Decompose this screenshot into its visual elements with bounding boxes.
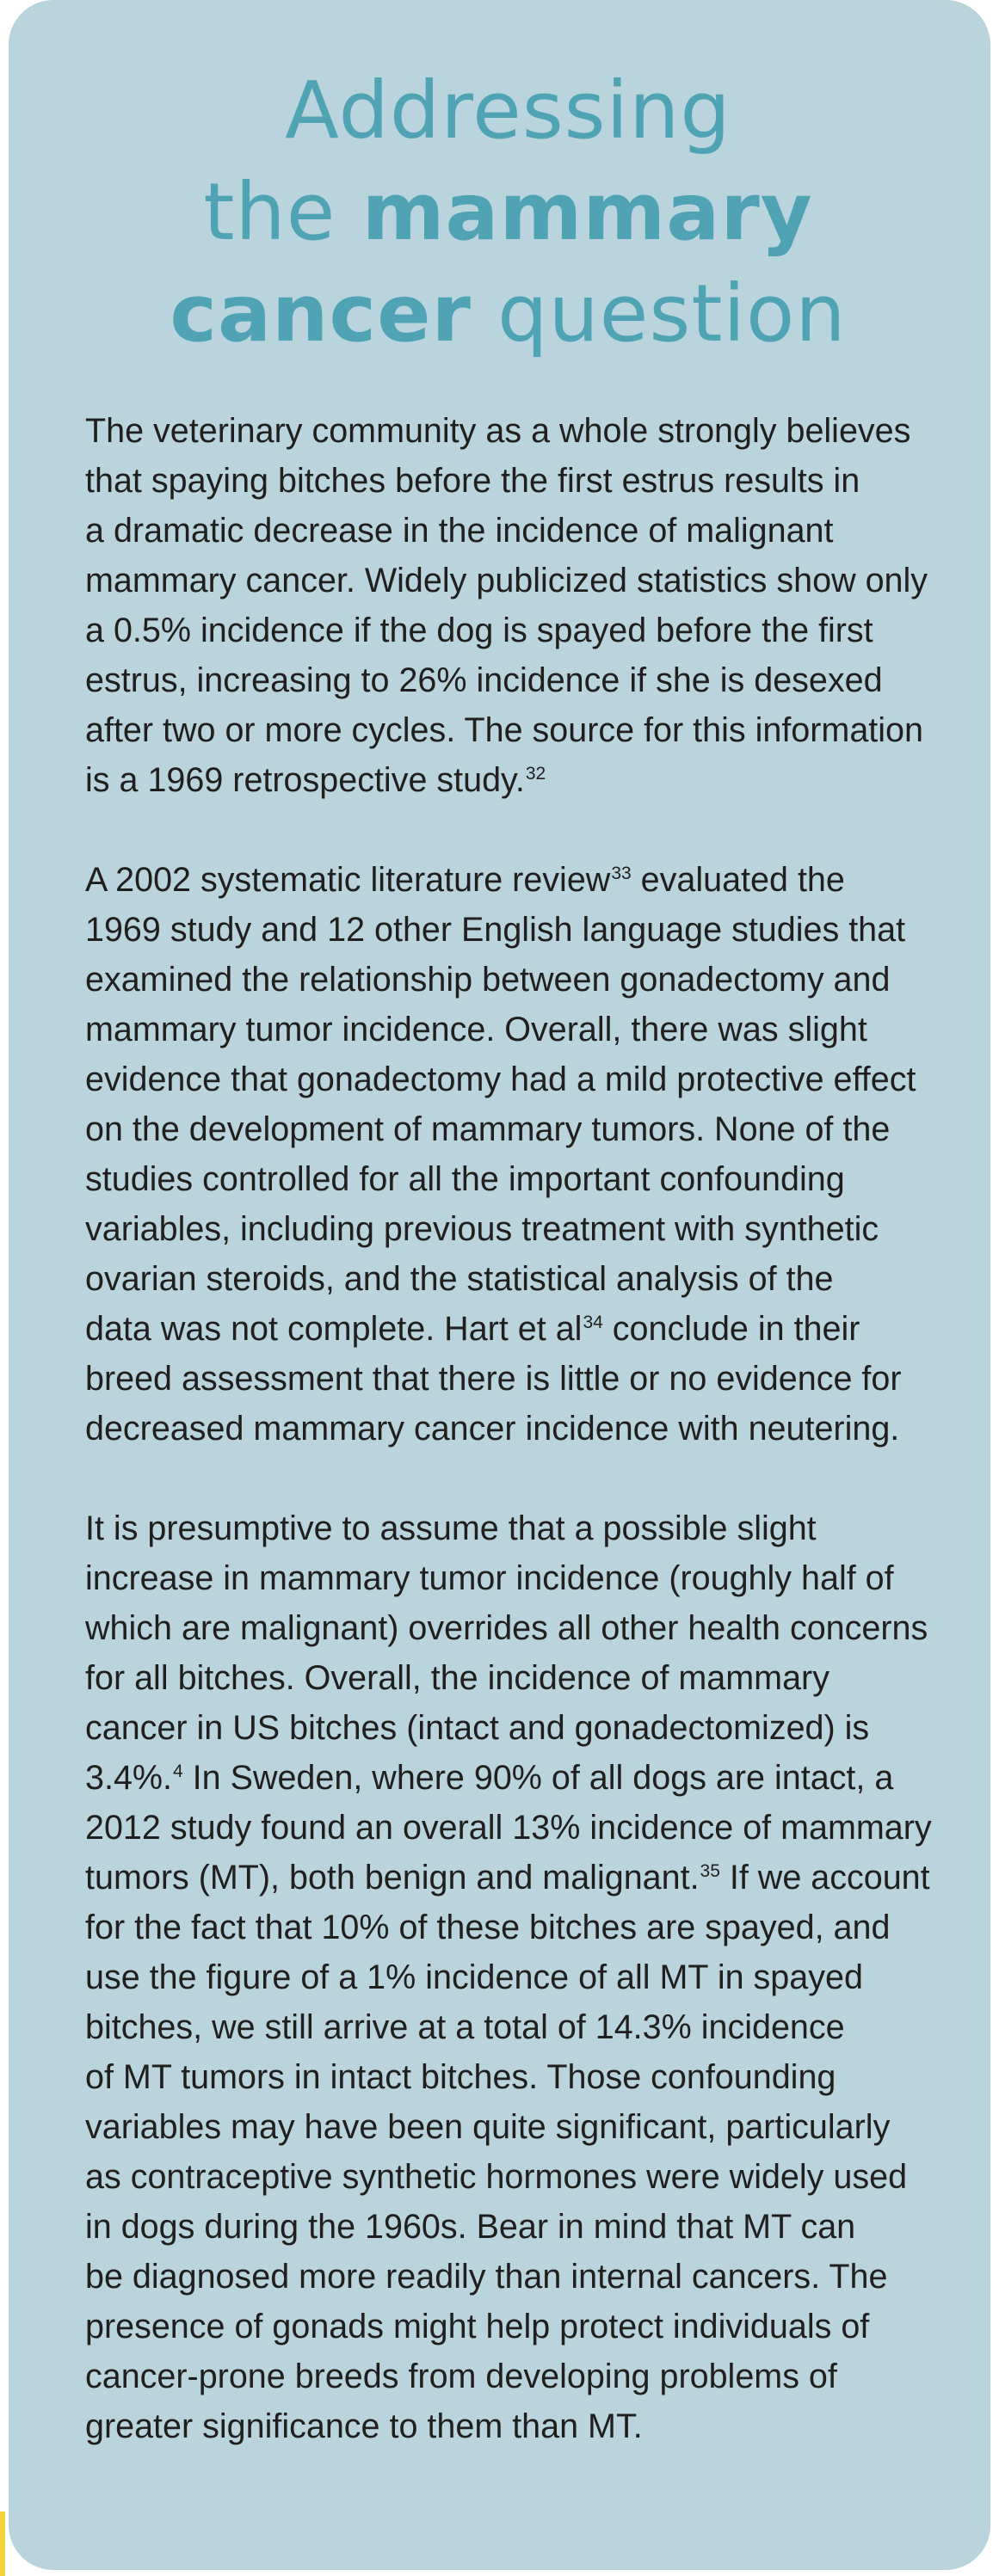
text-line <box>85 755 980 805</box>
text-line <box>85 1603 980 1653</box>
text-run: a dramatic decrease in the incidence of malignant <box>85 512 834 550</box>
text-line <box>85 2302 980 2352</box>
text-line <box>85 2352 980 2401</box>
title-word-cancer: cancer <box>170 267 472 360</box>
text-run: after two or more cycles. The source for this information <box>85 711 923 749</box>
citation-superscript: 34 <box>583 1313 603 1332</box>
sidebar-panel <box>9 0 990 2570</box>
text-run: tumors (MT), both benign and malignant. <box>85 1859 700 1897</box>
text-line <box>85 1503 980 1553</box>
citation-superscript: 33 <box>611 864 632 883</box>
text-run: for all bitches. Overall, the incidence of mammary <box>85 1659 830 1697</box>
text-line <box>85 2152 980 2202</box>
text-run: 1969 study and 12 other English language studies that <box>85 911 906 949</box>
paragraph <box>85 855 980 1454</box>
text-line <box>85 2202 980 2252</box>
text-run: that spaying bitches before the first estrus results in <box>85 462 860 500</box>
text-line <box>85 2252 980 2302</box>
text-line <box>85 1104 980 1154</box>
text-run: ovarian steroids, and the statistical analysis of the <box>85 1260 834 1298</box>
text-line <box>85 1154 980 1204</box>
title-word-the: the <box>203 166 336 258</box>
text-line <box>85 1204 980 1254</box>
text-run: conclude in their <box>602 1310 860 1348</box>
text-run: In Sweden, where 90% of all dogs are intact, a <box>182 1759 894 1797</box>
text-run: on the development of mammary tumors. None of the <box>85 1110 891 1148</box>
text-run: be diagnosed more readily than internal cancers. The <box>85 2258 888 2296</box>
text-run: cancer-prone breeds from developing problems of <box>85 2358 837 2395</box>
text-line <box>85 406 980 456</box>
citation-superscript: 32 <box>525 764 546 784</box>
text-line <box>85 855 980 905</box>
text-run: for the fact that 10% of these bitches are spayed, and <box>85 1909 891 1946</box>
title-line-1: Addressing <box>285 65 731 157</box>
text-run: as contraceptive synthetic hormones were widely used <box>85 2158 908 2196</box>
text-line <box>85 655 980 705</box>
citation-superscript: 35 <box>700 1861 720 1881</box>
text-run: a 0.5% incidence if the dog is spayed before the first <box>85 612 873 649</box>
text-line <box>85 2052 980 2102</box>
article-body <box>85 406 980 2451</box>
text-line <box>85 2002 980 2052</box>
text-run: decreased mammary cancer incidence with neutering. <box>85 1410 900 1448</box>
text-run: cancer in US bitches (intact and gonadectomized) is <box>85 1709 870 1747</box>
text-run: evidence that gonadectomy had a mild protective effect <box>85 1061 916 1098</box>
text-line <box>85 1005 980 1054</box>
text-run: 3.4%. <box>85 1759 173 1797</box>
text-line <box>85 705 980 755</box>
text-line <box>85 2102 980 2152</box>
text-run: is a 1969 retrospective study. <box>85 761 525 799</box>
text-run: It is presumptive to assume that a possible slight <box>85 1509 817 1547</box>
text-run: data was not complete. Hart et al <box>85 1310 583 1348</box>
text-run: greater significance to them than MT. <box>85 2407 643 2445</box>
title-word-question: question <box>497 267 847 360</box>
text-line <box>85 556 980 606</box>
text-line <box>85 1803 980 1853</box>
text-run: bitches, we still arrive at a total of 14.3% incidence <box>85 2008 845 2046</box>
text-line <box>85 905 980 955</box>
text-run: variables, including previous treatment with synthetic <box>85 1210 879 1248</box>
text-run: which are malignant) overrides all other health concerns <box>85 1609 928 1647</box>
text-line <box>85 2401 980 2451</box>
text-run: of MT tumors in intact bitches. Those confounding <box>85 2058 836 2096</box>
text-line <box>85 1853 980 1903</box>
text-run: If we account <box>719 1859 930 1897</box>
panel-title <box>9 60 993 365</box>
text-line <box>85 1304 980 1354</box>
title-word-mammary: mammary <box>361 166 813 258</box>
text-line <box>85 1653 980 1703</box>
text-run: The veterinary community as a whole strongly believes <box>85 412 911 450</box>
text-line <box>85 1903 980 1952</box>
text-run: increase in mammary tumor incidence (roughly half of <box>85 1559 894 1597</box>
text-run: estrus, increasing to 26% incidence if she is desexed <box>85 661 883 699</box>
text-line <box>85 456 980 506</box>
text-line <box>85 1753 980 1803</box>
paragraph <box>85 1503 980 2451</box>
text-run: A 2002 systematic literature review <box>85 861 611 899</box>
text-line <box>85 1952 980 2002</box>
text-line <box>85 955 980 1005</box>
text-run: breed assessment that there is little or no evidence for <box>85 1360 902 1398</box>
edge-accent-strip <box>0 2511 5 2576</box>
text-line <box>85 1354 980 1404</box>
paragraph <box>85 406 980 805</box>
text-run: studies controlled for all the important confounding <box>85 1160 845 1198</box>
text-run: mammary cancer. Widely publicized statistics show only <box>85 562 928 599</box>
text-line <box>85 1553 980 1603</box>
text-run: examined the relationship between gonadectomy and <box>85 961 891 999</box>
text-run: evaluated the <box>631 861 845 899</box>
text-line <box>85 1054 980 1104</box>
citation-superscript: 4 <box>173 1761 183 1781</box>
text-run: 2012 study found an overall 13% incidence of mammary <box>85 1809 932 1847</box>
text-run: variables may have been quite significant, particularly <box>85 2108 891 2146</box>
text-line <box>85 1254 980 1304</box>
text-run: presence of gonads might help protect individuals of <box>85 2308 870 2345</box>
text-line <box>85 1404 980 1454</box>
text-run: in dogs during the 1960s. Bear in mind that MT can <box>85 2208 856 2246</box>
text-line <box>85 506 980 556</box>
text-run: mammary tumor incidence. Overall, there was slight <box>85 1011 867 1048</box>
text-run: use the figure of a 1% incidence of all MT in spayed <box>85 1958 863 1996</box>
text-line <box>85 1703 980 1753</box>
text-line <box>85 606 980 655</box>
